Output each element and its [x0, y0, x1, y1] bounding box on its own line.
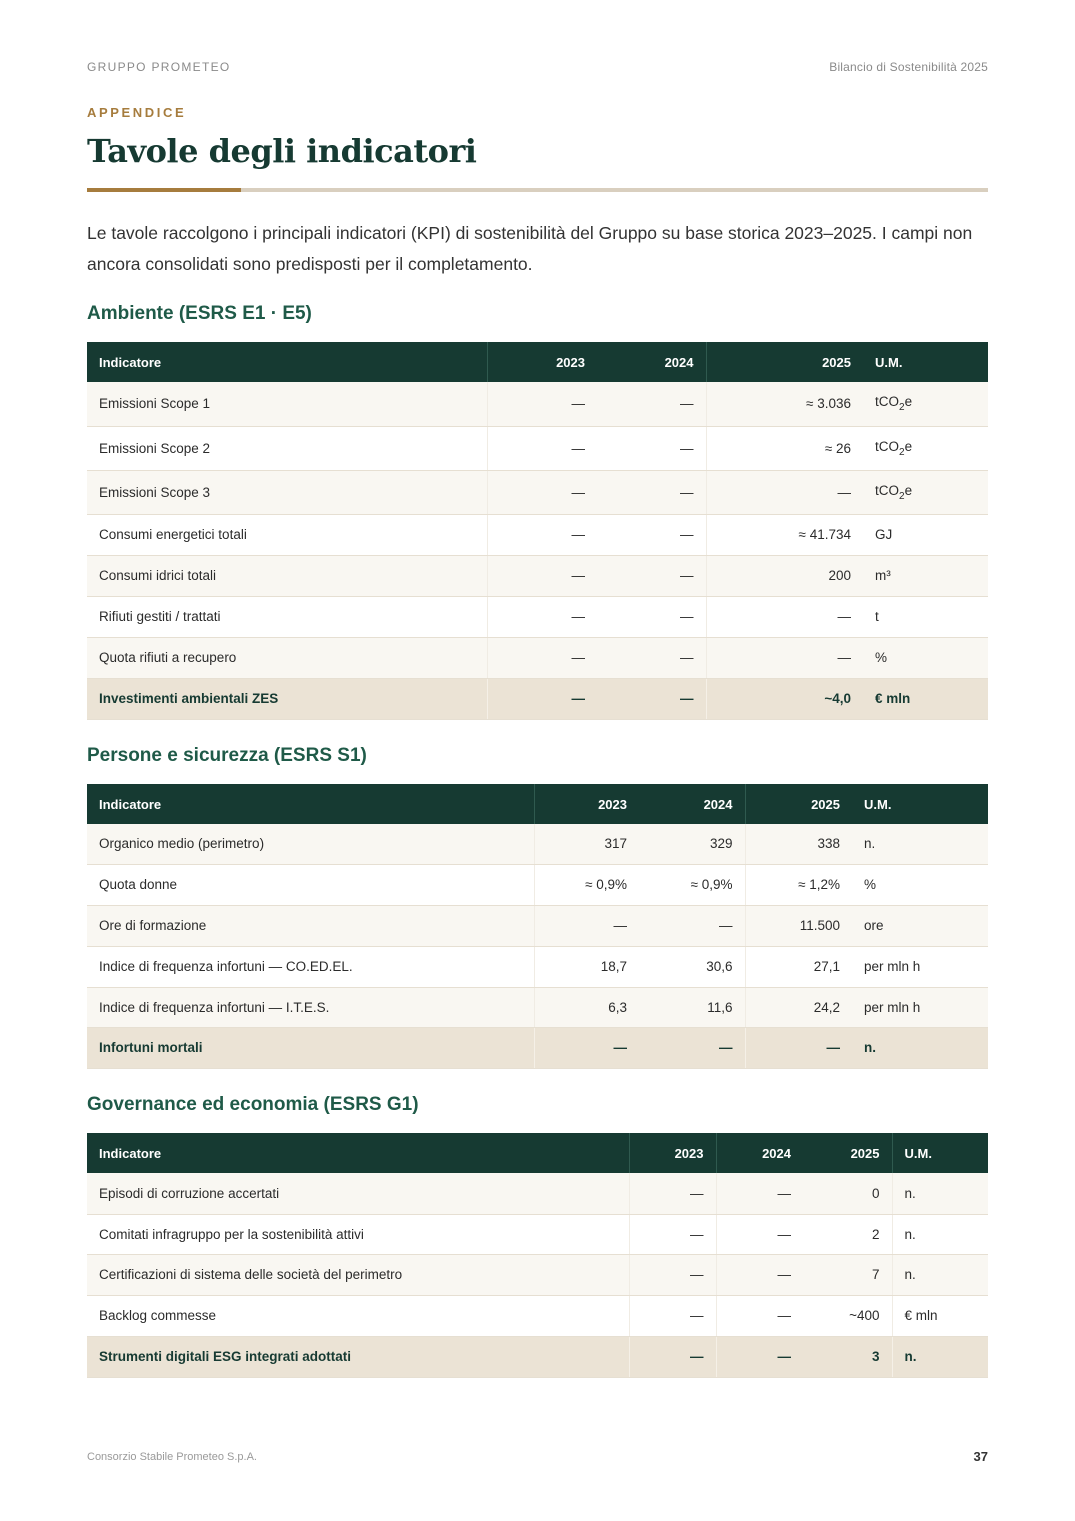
cell-2024: — [639, 1027, 745, 1068]
col-header-indicator: Indicatore [87, 342, 487, 382]
section-heading-persone: Persone e sicurezza (ESRS S1) [87, 745, 367, 766]
col-header-2023: 2023 [629, 1133, 716, 1173]
cell-unit: t [863, 596, 988, 637]
table-row [87, 1295, 988, 1336]
cell-2023: — [487, 426, 597, 470]
cell-2024: — [597, 637, 706, 678]
cell-2023: — [487, 555, 597, 596]
cell-2023: — [487, 637, 597, 678]
cell-2025: 0 [803, 1173, 892, 1214]
cell-2024: — [597, 596, 706, 637]
cell-indicator: Consumi energetici totali [87, 514, 487, 555]
cell-unit: n. [892, 1254, 988, 1295]
cell-2025: 338 [745, 824, 852, 864]
cell-2024: — [716, 1173, 803, 1214]
cell-indicator: Emissioni Scope 2 [87, 426, 487, 470]
cell-2024: ≈ 0,9% [639, 864, 745, 905]
table-header-row [87, 342, 988, 382]
cell-unit: tCO$_2$e [863, 470, 988, 514]
cell-2024: 30,6 [639, 946, 745, 987]
footer-company: Consorzio Stabile Prometeo S.p.A. [87, 1451, 257, 1463]
cell-2023: ≈ 0,9% [534, 864, 639, 905]
cell-unit: per mln h [852, 946, 988, 987]
cell-2024: — [639, 905, 745, 946]
col-header-2025: 2025 [803, 1133, 892, 1173]
table-row [87, 1214, 988, 1254]
cell-2025: 24,2 [745, 987, 852, 1027]
cell-2024: 329 [639, 824, 745, 864]
cell-unit: n. [892, 1336, 988, 1377]
cell-2025: ≈ 3.036 [706, 382, 863, 426]
cell-2025: — [706, 637, 863, 678]
cell-2024: — [716, 1214, 803, 1254]
cell-2025: — [706, 596, 863, 637]
table-row [87, 987, 988, 1027]
cell-2023: — [629, 1214, 716, 1254]
cell-2024: — [597, 470, 706, 514]
table-row [87, 946, 988, 987]
cell-indicator: Emissioni Scope 1 [87, 382, 487, 426]
cell-2025: 11.500 [745, 905, 852, 946]
cell-2024: — [716, 1254, 803, 1295]
cell-2023: — [534, 905, 639, 946]
cell-unit: ore [852, 905, 988, 946]
cell-2023: — [487, 596, 597, 637]
cell-unit: % [852, 864, 988, 905]
cell-2025: ≈ 26 [706, 426, 863, 470]
cell-2023: — [487, 382, 597, 426]
cell-indicator: Comitati infragruppo per la sostenibilità attivi [87, 1214, 629, 1254]
col-header-unit: U.M. [875, 354, 903, 370]
cell-2023: — [487, 470, 597, 514]
col-header-2024: 2024 [597, 342, 706, 382]
cell-2025: ≈ 41.734 [706, 514, 863, 555]
col-header-2025: 2025 [822, 354, 851, 370]
cell-2023: — [629, 1295, 716, 1336]
cell-indicator: Certificazioni di sistema delle società del perimetro [87, 1254, 629, 1295]
cell-2024: — [716, 1336, 803, 1377]
cell-indicator: Investimenti ambientali ZES [87, 678, 487, 719]
cell-2024: 11,6 [639, 987, 745, 1027]
section-heading-ambiente: Ambiente (ESRS E1 · E5) [87, 303, 312, 324]
col-header-indicator: Indicatore [87, 784, 534, 824]
cell-2023: — [629, 1173, 716, 1214]
table-header-row [87, 1133, 988, 1173]
running-header-company: GRUPPO PROMETEO [87, 60, 231, 74]
table-row [87, 637, 988, 678]
cell-2024: — [716, 1295, 803, 1336]
table-row [87, 824, 988, 864]
cell-2025: 27,1 [745, 946, 852, 987]
cell-2023: — [487, 514, 597, 555]
cell-indicator: Organico medio (perimetro) [87, 824, 534, 864]
cell-indicator: Episodi di corruzione accertati [87, 1173, 629, 1214]
table-row [87, 426, 988, 470]
cell-2023: — [534, 1027, 639, 1068]
table-row [87, 514, 988, 555]
cell-unit: GJ [863, 514, 988, 555]
cell-indicator: Ore di formazione [87, 905, 534, 946]
col-header-unit: U.M. [864, 796, 892, 812]
table-row [87, 905, 988, 946]
cell-2024: — [597, 382, 706, 426]
running-header-report-title: Bilancio di Sostenibilità 2025 [829, 60, 988, 74]
cell-2024: — [597, 555, 706, 596]
col-header-2025: 2025 [811, 796, 840, 812]
cell-indicator: Strumenti digitali ESG integrati adottati [87, 1336, 629, 1377]
cell-2025: ~400 [803, 1295, 892, 1336]
kpi-table-governance [87, 1133, 988, 1378]
cell-2023: 18,7 [534, 946, 639, 987]
section-heading-governance: Governance ed economia (ESRS G1) [87, 1094, 419, 1115]
table-row [87, 596, 988, 637]
cell-2024: — [597, 426, 706, 470]
table-row [87, 864, 988, 905]
table-row [87, 470, 988, 514]
title-rule-accent [87, 188, 241, 192]
cell-indicator: Backlog commesse [87, 1295, 629, 1336]
cell-indicator: Quota donne [87, 864, 534, 905]
page-title: Tavole degli indicatori [87, 132, 477, 170]
cell-2023: — [629, 1336, 716, 1377]
cell-2025: 3 [803, 1336, 892, 1377]
table-header-row [87, 784, 988, 824]
col-header-2023: 2023 [598, 796, 627, 812]
section-eyebrow: APPENDICE [87, 105, 187, 120]
table-row [87, 1173, 988, 1214]
kpi-table-persone [87, 784, 988, 1069]
cell-indicator: Rifiuti gestiti / trattati [87, 596, 487, 637]
cell-2025: — [745, 1027, 852, 1068]
cell-2023: — [487, 678, 597, 719]
intro-paragraph: Le tavole raccolgono i principali indicatori (KPI) di sostenibilità del Gruppo su base storica 2023–2025. I campi non ancora consolidati sono predisposti per il completamento. [87, 223, 973, 274]
cell-unit: n. [852, 1027, 988, 1068]
cell-2023: 317 [534, 824, 639, 864]
table-row [87, 678, 988, 719]
table-row [87, 1027, 988, 1068]
table-row [87, 555, 988, 596]
col-header-2024: 2024 [639, 784, 745, 824]
cell-2025: ~4,0 [706, 678, 863, 719]
cell-unit: m³ [863, 555, 988, 596]
cell-unit: € mln [892, 1295, 988, 1336]
kpi-table-ambiente [87, 342, 988, 720]
table-row [87, 1254, 988, 1295]
table-row [87, 382, 988, 426]
running-header [87, 60, 988, 78]
cell-unit: € mln [863, 678, 988, 719]
col-header-2023: 2023 [556, 354, 585, 370]
table-row [87, 1336, 988, 1377]
cell-2023: 6,3 [534, 987, 639, 1027]
cell-2025: ≈ 1,2% [745, 864, 852, 905]
cell-indicator: Consumi idrici totali [87, 555, 487, 596]
cell-indicator: Indice di frequenza infortuni — CO.ED.EL. [87, 946, 534, 987]
cell-indicator: Infortuni mortali [87, 1027, 534, 1068]
cell-indicator: Quota rifiuti a recupero [87, 637, 487, 678]
cell-unit: n. [892, 1214, 988, 1254]
col-header-2024: 2024 [762, 1145, 791, 1161]
cell-unit: n. [852, 824, 988, 864]
title-rule [87, 188, 988, 192]
cell-unit: tCO$_2$e [863, 382, 988, 426]
cell-2024: — [597, 514, 706, 555]
cell-unit: % [863, 637, 988, 678]
cell-unit: n. [892, 1173, 988, 1214]
col-header-unit: U.M. [904, 1145, 932, 1161]
page-number: 37 [973, 1449, 988, 1464]
cell-2025: 200 [706, 555, 863, 596]
cell-indicator: Indice di frequenza infortuni — I.T.E.S. [87, 987, 534, 1027]
cell-2025: 7 [803, 1254, 892, 1295]
cell-2024: — [597, 678, 706, 719]
col-header-indicator: Indicatore [87, 1133, 629, 1173]
cell-2023: — [629, 1254, 716, 1295]
cell-2025: 2 [803, 1214, 892, 1254]
cell-2025: — [706, 470, 863, 514]
cell-unit: per mln h [852, 987, 988, 1027]
cell-indicator: Emissioni Scope 3 [87, 470, 487, 514]
cell-unit: tCO$_2$e [863, 426, 988, 470]
